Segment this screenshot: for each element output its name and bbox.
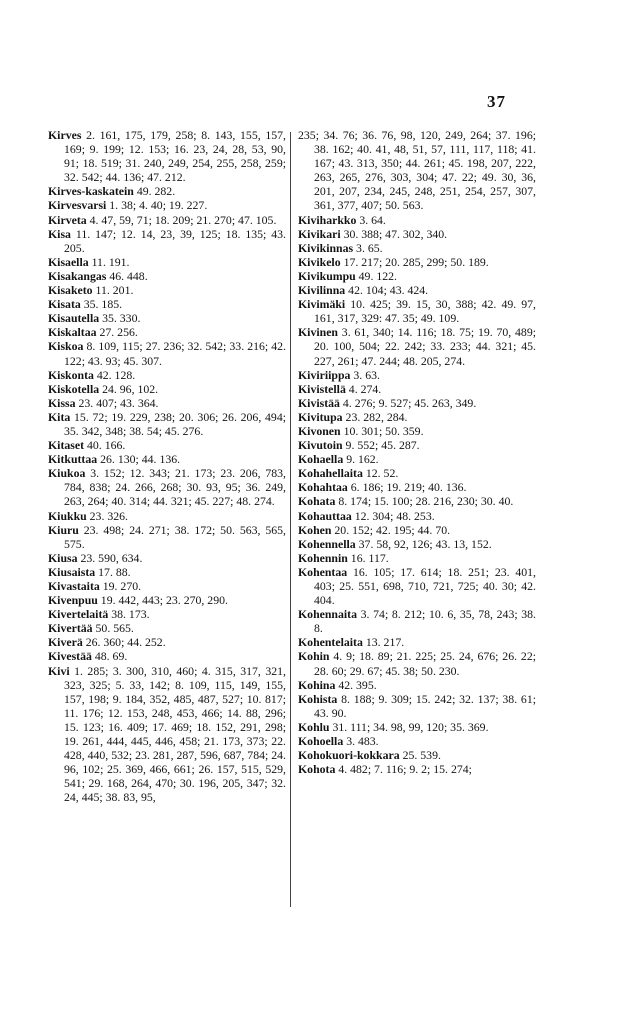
index-entry [298,762,536,776]
entry-headword: Kitkuttaa [48,452,98,467]
entry-refs: 4. 47, 59, 71; 18. 209; 21. 270; 47. 105. [89,212,277,227]
entry-headword: Kirvesvarsi [48,198,107,213]
entry-headword: Kohahellaita [298,466,363,481]
index-entry [48,339,286,367]
entry-headword: Kivimäki [298,297,346,312]
entry-refs: 30. 388; 47. 302, 340. [343,226,448,241]
index-entry [48,128,286,184]
entry-headword: Kohokuori-kokkara [298,748,400,763]
index-entry-continued [298,128,536,213]
entry-headword: Kiskonta [48,367,94,382]
entry-refs: 3. 65. [356,240,383,255]
index-entry [298,523,536,537]
entry-refs: 26. 360; 44. 252. [85,635,166,650]
index-entry [298,255,536,269]
index-entry [298,297,536,325]
index-entry [298,368,536,382]
entry-refs: 4. 482; 7. 116; 9. 2; 15. 274; [338,762,472,777]
entry-headword: Kivilinna [298,283,346,298]
entry-headword: Kohoella [298,734,344,749]
entry-headword: Kivikinnas [298,240,354,255]
entry-refs: 24. 96, 102. [102,381,159,396]
entry-refs: 3. 63. [353,367,380,382]
index-entry [48,297,286,311]
entry-headword: Kivi [48,663,70,678]
entry-refs: 8. 109, 115; 27. 236; 32. 542; 33. 216; 42. 122; 43. 93; 45. 307. [64,339,286,368]
entry-refs: 16. 105; 17. 614; 18. 251; 23. 401, 403; 25. 551, 698, 710, 721, 725; 40. 30; 42. 404. [314,564,536,608]
entry-headword: Kivitupa [298,409,343,424]
entry-refs: 8. 188; 9. 309; 15. 242; 32. 137; 38. 61; 43. 90. [314,691,536,720]
entry-refs: 11. 201. [95,283,134,298]
entry-headword: Kisaketo [48,283,93,298]
entry-headword: Kohata [298,494,336,509]
index-entry [298,241,536,255]
index-entry [48,565,286,579]
index-entry [298,227,536,241]
entry-refs: 23. 590, 634. [80,550,143,565]
entry-refs: 12. 304; 48. 253. [354,508,435,523]
entry-headword: Kivonen [298,423,341,438]
index-entry [48,368,286,382]
index-entry [298,692,536,720]
index-entry [298,551,536,565]
entry-refs: 3. 74; 8. 212; 10. 6, 35, 78, 243; 38. 8. [314,607,537,636]
index-entry [48,523,286,551]
entry-headword: Kivinen [298,325,338,340]
entry-refs: 23. 407; 43. 364. [78,395,159,410]
index-entry [48,607,286,621]
entry-refs: 31. 111; 34. 98, 99, 120; 35. 369. [332,719,489,734]
entry-headword: Kisaella [48,254,89,269]
entry-headword: Kirveta [48,212,87,227]
entry-refs: 37. 58, 92, 126; 43. 13, 152. [358,536,492,551]
entry-refs: 11. 191. [91,254,130,269]
entry-refs: 4. 9; 18. 89; 21. 225; 25. 24, 676; 26. 22; 28. 60; 29. 67; 45. 38; 50. 230. [314,649,537,678]
index-entry [48,227,286,255]
index-entry [298,635,536,649]
entry-headword: Kivutoin [298,438,343,453]
index-entry [298,678,536,692]
index-entry [298,382,536,396]
entry-refs: 19. 442, 443; 23. 270, 290. [100,593,228,608]
entry-headword: Kivertelaitä [48,607,109,622]
entry-refs: 2. 161, 175, 179, 258; 8. 143, 155, 157, 169; 9. 199; 12. 153; 16. 23, 24, 28, 53, 90, 91; 18. 519; 31. 240, 249, 254, 255, 258, 259; 32. 542; 44. 136; 47. 212. [64,128,286,185]
entry-headword: Kisa [48,226,71,241]
entry-refs: 26. 130; 44. 136. [100,452,181,467]
entry-refs: 10. 425; 39. 15, 30, 388; 42. 49. 97, 161, 317, 329: 47. 35; 49. 109. [314,297,537,326]
index-entry [48,198,286,212]
entry-headword: Kivistää [298,395,340,410]
entry-refs: 3. 61, 340; 14. 116; 18. 75; 19. 70, 489; 20. 100, 504; 22. 242; 33. 233; 44. 321; 45. 227, 261; 47. 244; 48. 205, 274. [314,325,536,368]
entry-headword: Kivastaita [48,579,100,593]
entry-headword: Kohen [298,522,332,537]
index-entry [298,565,536,607]
index-entry [298,396,536,410]
entry-refs: 12. 52. [365,466,399,481]
index-entry [48,452,286,466]
entry-headword: Kohina [298,677,336,692]
entry-headword: Kiviriippa [298,367,351,382]
entry-refs: 17. 88. [98,564,131,579]
index-entry [298,269,536,283]
entry-refs: 16. 117. [350,550,389,565]
entry-headword: Kita [48,409,71,424]
entry-headword: Kohota [298,762,336,777]
entry-headword: Kiskaltaa [48,325,97,340]
index-entry [48,551,286,565]
entry-headword: Kohennella [298,536,356,551]
entry-headword: Kiskoa [48,339,84,354]
entry-headword: Kivikelo [298,254,341,269]
index-entry [48,382,286,396]
index-entry [48,621,286,635]
index-entry [298,607,536,635]
entry-headword: Kisakangas [48,268,107,283]
entry-refs: 46. 448. [109,268,148,283]
entry-refs: 49. 122. [358,268,397,283]
index-entry [48,311,286,325]
entry-refs: 4. 274. [348,381,382,396]
index-entry [298,452,536,466]
index-entry [48,466,286,508]
index-entry [48,325,286,339]
column-divider [290,132,291,907]
index-entry [48,184,286,198]
index-entry [298,509,536,523]
entry-refs: 3. 483. [346,734,379,749]
index-entry [48,283,286,297]
index-column-right [298,128,536,776]
entry-refs: 23. 498; 24. 271; 38. 172; 50. 563, 565, 575. [64,522,286,551]
entry-refs: 49. 282. [136,184,176,199]
index-column-left [48,128,286,805]
index-entry [298,480,536,494]
entry-refs: 3. 64. [359,212,386,227]
entry-refs: 35. 185. [83,297,123,312]
entry-headword: Kohin [298,649,330,664]
entry-headword: Kiusaista [48,564,96,579]
entry-headword: Kissa [48,395,76,410]
index-entry [298,494,536,508]
index-entry [298,649,536,677]
entry-headword: Kohlu [298,719,330,734]
entry-headword: Kohaella [298,452,344,467]
entry-headword: Kivestää [48,649,92,664]
index-entry [48,410,286,438]
index-entry [48,438,286,452]
index-entry [48,579,286,593]
entry-headword: Kitaset [48,438,85,453]
index-entry [298,424,536,438]
entry-refs: 42. 395. [338,677,377,692]
entry-headword: Kivenpuu [48,593,98,608]
page-number: 37 [487,92,506,111]
index-entry [298,466,536,480]
entry-headword: Kivistellä [298,381,346,396]
entry-refs: 25. 539. [402,748,441,763]
index-entry [48,509,286,523]
entry-refs: 3. 152; 12. 343; 21. 173; 23. 206, 783, 784, 838; 24. 266, 268; 30. 93, 95; 36. 249, 263, 264; 40. 314; 44. 321; 45. 227; 48. 274. [64,466,287,509]
index-entry [48,213,286,227]
index-entry [48,396,286,410]
index-entry [48,269,286,283]
entry-headword: Kiskotella [48,381,100,396]
entry-headword: Kiverä [48,635,83,650]
entry-refs: 23. 282, 284. [345,409,408,424]
entry-headword: Kohennaita [298,607,357,622]
index-entry [48,255,286,269]
entry-refs: 42. 128. [96,367,136,382]
index-entry [48,649,286,663]
entry-headword: Kohahtaa [298,480,348,495]
entry-headword: Kiviharkko [298,212,357,227]
entry-headword: Kohentaa [298,564,348,579]
entry-headword: Kivikumpu [298,268,356,283]
entry-refs: 1. 285; 3. 300, 310, 460; 4. 315, 317, 321, 323, 325; 5. 33, 142; 8. 109, 115, 149, 155, 157, 198; 9. 184, 352, 485, 487, 527; 10. 817; 11. 176; 12. 153, 248, 453, 466; 14. 88, 296; 15. 123; 16. 409; 17. 469; 18. 152, 291, 298; 19. 261, 444, 445, 446, 458; 21. 173, 373; 22. 428, 440, 532; 23. 281, 287, 596, 687, 784; 24. 96, 102; 25. 369, 466, 661; 26. 157, 515, 529, 541; 29. 168, 264, 470; 30. 196, 205, 347; 32. 24, 445; 38. 83, 95, [64,663,286,805]
entry-headword: Kirves [48,128,82,142]
entry-headword: Kivertää [48,621,93,636]
entry-headword: Kiukku [48,508,87,523]
entry-refs: 40. 166. [87,438,126,453]
index-entry [298,537,536,551]
entry-headword: Kisautella [48,311,100,326]
index-entry [298,213,536,227]
entry-refs: 13. 217. [365,635,405,650]
entry-headword: Kirves-kaskatein [48,184,134,199]
index-entry [48,635,286,649]
entry-refs: 15. 72; 19. 229, 238; 20. 306; 26. 206, 494; 35. 342, 348; 38. 54; 45. 276. [64,409,286,438]
entry-refs: 17. 217; 20. 285, 299; 50. 189. [343,254,489,269]
entry-refs: 235; 34. 76; 36. 76, 98, 120, 249, 264; 37. 196; 38. 162; 40. 41, 48, 51, 57, 111, 117, 118; 41. 167; 43. 313, 350; 44. 261; 45. 198, 207, 222, 263, 265, 276, 303, 304; 47. 22; 49. 30, 36, 201, 207, 234, 245, 248, 251, 254, 257, 307, 361, 377, 407; 50. 563. [298,128,536,213]
entry-refs: 19. 270. [102,579,142,593]
entry-headword: Kisata [48,297,81,312]
index-entry [298,720,536,734]
entry-headword: Kohentelaita [298,635,363,650]
entry-refs: 42. 104; 43. 424. [348,283,429,298]
index-entry [298,283,536,297]
entry-refs: 38. 173. [111,607,150,622]
entry-refs: 20. 152; 42. 195; 44. 70. [334,522,451,537]
entry-headword: Kiukoa [48,466,86,481]
entry-refs: 1. 38; 4. 40; 19. 227. [109,198,208,213]
index-entry [48,664,286,805]
entry-refs: 11. 147; 12. 14, 23, 39, 125; 18. 135; 43. 205. [64,226,286,255]
entry-refs: 23. 326. [89,508,128,523]
entry-refs: 27. 256. [99,325,138,340]
entry-refs: 50. 565. [95,621,134,636]
index-entry [298,748,536,762]
entry-headword: Kohista [298,691,338,706]
index-entry [298,438,536,452]
entry-refs: 48. 69. [94,649,128,664]
entry-refs: 8. 174; 15. 100; 28. 216, 230; 30. 40. [338,494,514,509]
entry-headword: Kiuru [48,522,79,537]
entry-refs: 10. 301; 50. 359. [343,423,424,438]
index-entry [298,734,536,748]
entry-headword: Kohauttaa [298,508,352,523]
index-entry [298,410,536,424]
entry-refs: 9. 552; 45. 287. [345,438,420,453]
entry-refs: 35. 330. [102,311,141,326]
entry-headword: Kiusa [48,550,78,565]
entry-refs: 6. 186; 19. 219; 40. 136. [350,480,467,495]
index-entry [298,325,536,367]
index-entry [48,593,286,607]
entry-refs: 4. 276; 9. 527; 45. 263, 349. [342,395,477,410]
entry-headword: Kohennin [298,550,348,565]
entry-headword: Kivikari [298,226,341,241]
entry-refs: 9. 162. [346,452,379,467]
